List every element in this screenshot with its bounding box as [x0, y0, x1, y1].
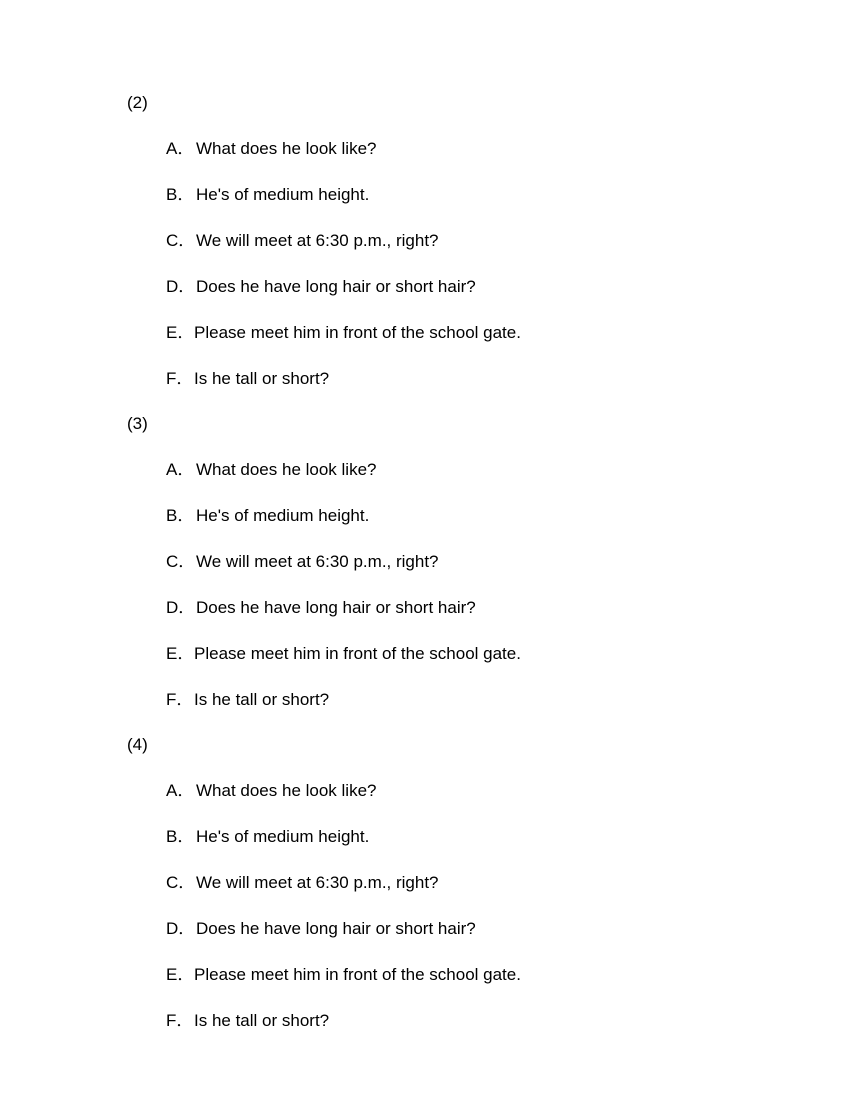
option-letter: C． [166, 552, 196, 571]
option-text: What does he look like? [196, 139, 377, 158]
option-b [166, 827, 369, 847]
option-letter: C． [166, 231, 196, 250]
option-letter: E． [166, 644, 195, 663]
option-text: We will meet at 6:30 p.m., right? [196, 552, 439, 571]
option-e [166, 644, 521, 664]
option-letter: E． [166, 323, 195, 342]
option-c [166, 873, 439, 893]
option-e [166, 965, 521, 985]
option-text: Is he tall or short? [194, 369, 330, 388]
option-text: We will meet at 6:30 p.m., right? [196, 873, 439, 892]
option-a [166, 460, 377, 480]
option-text: He's of medium height. [196, 827, 370, 846]
option-letter: A． [166, 460, 195, 479]
option-text: Does he have long hair or short hair? [196, 919, 476, 938]
option-letter: F． [166, 690, 194, 709]
option-text: He's of medium height. [196, 185, 370, 204]
option-letter: D． [166, 277, 196, 296]
option-letter: B． [166, 506, 195, 525]
option-text: Does he have long hair or short hair? [196, 598, 476, 617]
option-f [166, 1011, 329, 1031]
option-letter: A． [166, 781, 195, 800]
option-letter: F． [166, 1011, 194, 1030]
option-text: We will meet at 6:30 p.m., right? [196, 231, 439, 250]
option-f [166, 369, 329, 389]
option-d [166, 598, 476, 618]
question-number: (2) [127, 93, 148, 112]
option-letter: A． [166, 139, 195, 158]
option-c [166, 231, 439, 251]
option-letter: D． [166, 598, 196, 617]
option-b [166, 506, 369, 526]
option-e [166, 323, 521, 343]
option-a [166, 781, 377, 801]
option-text: What does he look like? [196, 460, 377, 479]
option-letter: D． [166, 919, 196, 938]
option-text: What does he look like? [196, 781, 377, 800]
option-text: Is he tall or short? [194, 1011, 330, 1030]
option-text: Please meet him in front of the school gate. [194, 323, 521, 342]
option-letter: E． [166, 965, 195, 984]
option-letter: B． [166, 827, 195, 846]
option-text: Is he tall or short? [194, 690, 330, 709]
option-letter: C． [166, 873, 196, 892]
option-letter: F． [166, 369, 194, 388]
option-text: Please meet him in front of the school gate. [194, 965, 521, 984]
option-f [166, 690, 329, 710]
option-d [166, 919, 476, 939]
option-letter: B． [166, 185, 195, 204]
option-c [166, 552, 439, 572]
option-a [166, 139, 377, 159]
option-d [166, 277, 476, 297]
question-number: (3) [127, 414, 148, 433]
option-text: Does he have long hair or short hair? [196, 277, 476, 296]
option-text: He's of medium height. [196, 506, 370, 525]
option-b [166, 185, 369, 205]
option-text: Please meet him in front of the school gate. [194, 644, 521, 663]
question-number: (4) [127, 735, 148, 754]
